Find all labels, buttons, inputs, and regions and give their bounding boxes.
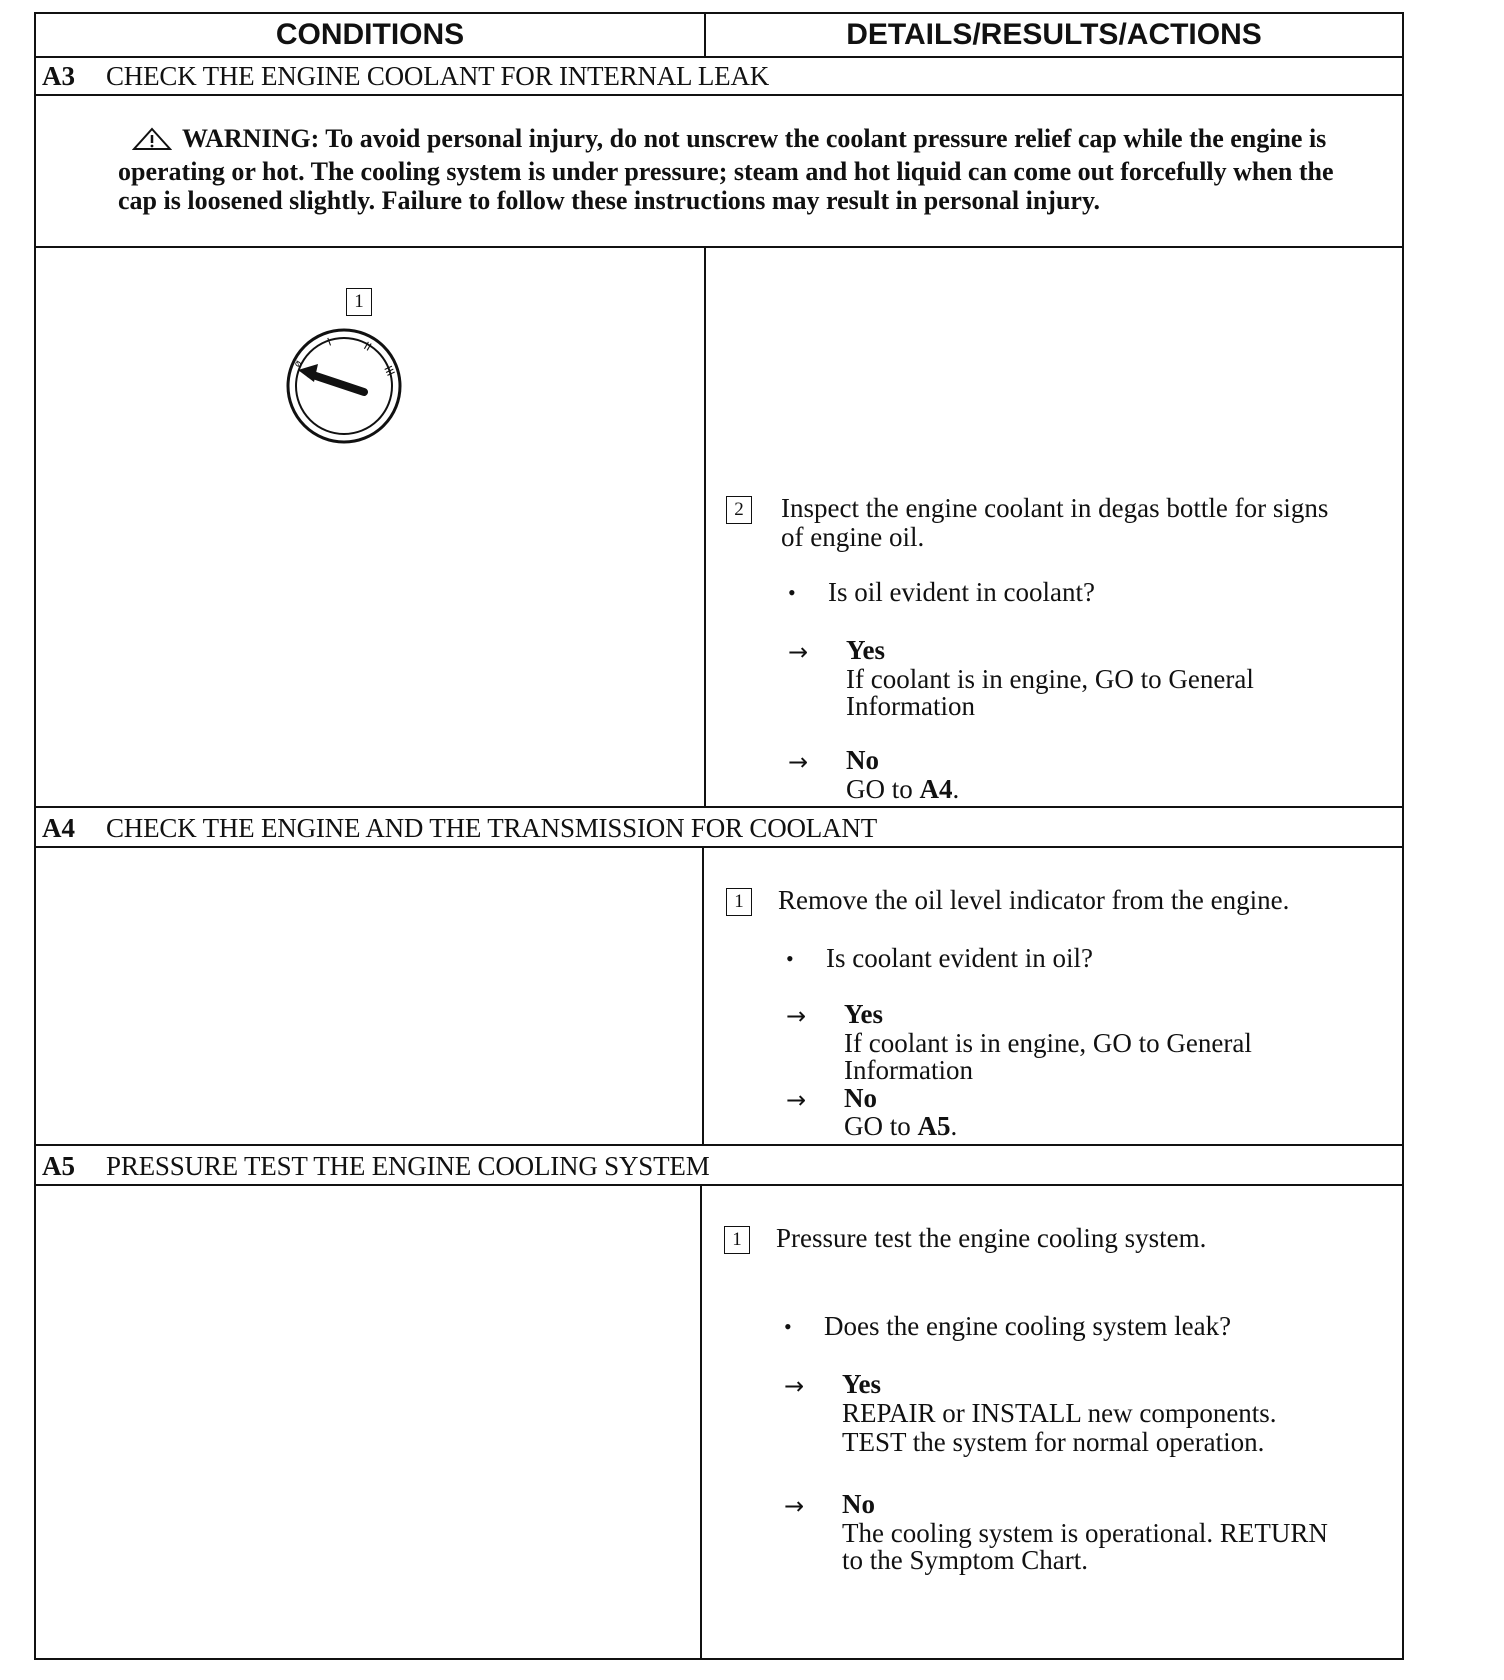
yes-label: Yes — [844, 999, 883, 1029]
arrow-icon: → — [784, 1372, 805, 1400]
svg-text:II: II — [361, 339, 374, 354]
bullet-icon: • — [788, 580, 796, 605]
yes-action-cont: TEST the system for normal operation. — [842, 1427, 1265, 1457]
no-action: GO to A5. — [844, 1111, 958, 1141]
yes-action: REPAIR or INSTALL new components. — [842, 1398, 1277, 1428]
arrow-icon: → — [786, 1002, 807, 1030]
arrow-icon: → — [788, 638, 809, 666]
section-body-a3 — [36, 248, 1402, 808]
instruction-text: Pressure test the engine cooling system. — [776, 1223, 1207, 1253]
yes-label: Yes — [842, 1369, 881, 1399]
section-body-a4 — [36, 848, 1402, 1146]
question-text: Does the engine cooling system leak? — [824, 1311, 1232, 1341]
no-action-cont: to the Symptom Chart. — [842, 1545, 1088, 1575]
instruction-text-cont: of engine oil. — [781, 522, 925, 552]
step-title-a4: CHECK THE ENGINE AND THE TRANSMISSION FOR COOLANT — [106, 813, 877, 843]
yes-action: If coolant is in engine, GO to General — [846, 664, 1254, 694]
yes-action-cont: Information — [846, 691, 975, 721]
section-body-a5 — [36, 1186, 1402, 1660]
step-id-a5: A5 — [42, 1151, 75, 1181]
yes-action-cont: Information — [844, 1055, 973, 1085]
step-number-box: 1 — [726, 888, 752, 916]
yes-label: Yes — [846, 635, 885, 665]
step-number-box: 2 — [726, 496, 752, 524]
warning-triangle-icon — [132, 127, 172, 157]
step-row-a5 — [36, 1146, 1402, 1186]
step-title-a5: PRESSURE TEST THE ENGINE COOLING SYSTEM — [106, 1151, 710, 1181]
no-label: No — [846, 745, 879, 775]
warning-box — [36, 98, 1402, 248]
arrow-icon: → — [788, 748, 809, 776]
svg-text:III: III — [381, 363, 398, 379]
diagnostic-table — [34, 12, 1404, 1660]
bullet-icon: • — [786, 946, 794, 971]
table-header — [36, 14, 1402, 58]
bullet-icon: • — [784, 1314, 792, 1339]
ignition-switch-icon — [284, 326, 404, 446]
no-action: GO to A4. — [846, 774, 960, 804]
yes-action: If coolant is in engine, GO to General — [844, 1028, 1252, 1058]
question-text: Is oil evident in coolant? — [828, 577, 1095, 607]
step-id-a4: A4 — [42, 813, 75, 843]
no-label: No — [844, 1083, 877, 1113]
figure-number-box: 1 — [346, 288, 372, 316]
no-label: No — [842, 1489, 875, 1519]
details-header: DETAILS/RESULTS/ACTIONS — [846, 18, 1262, 51]
step-row-a3 — [36, 56, 1402, 96]
svg-text:I: I — [325, 335, 334, 349]
step-number-box: 1 — [724, 1226, 750, 1254]
svg-text:ø: ø — [292, 358, 305, 370]
step-id-a3: A3 — [42, 61, 75, 91]
instruction-text: Inspect the engine coolant in degas bottle for signs — [781, 493, 1329, 523]
warning-text: WARNING: To avoid personal injury, do not unscrew the coolant pressure relief cap while the engine is operating or hot. The cooling system is under pressure; steam and hot liquid can come out forcefully when the cap is loosened slightly. Failure to follow these instructions may result in personal injury. — [118, 124, 1334, 215]
goto-link-a4: A4 — [919, 774, 953, 804]
step-title-a3: CHECK THE ENGINE COOLANT FOR INTERNAL LEAK — [106, 61, 770, 91]
no-action: The cooling system is operational. RETURN — [842, 1518, 1328, 1548]
step-row-a4 — [36, 808, 1402, 848]
arrow-icon: → — [786, 1086, 807, 1114]
conditions-header: CONDITIONS — [36, 14, 706, 56]
goto-link-a5: A5 — [917, 1111, 951, 1141]
instruction-text: Remove the oil level indicator from the engine. — [778, 885, 1290, 915]
question-text: Is coolant evident in oil? — [826, 943, 1093, 973]
arrow-icon: → — [784, 1492, 805, 1520]
